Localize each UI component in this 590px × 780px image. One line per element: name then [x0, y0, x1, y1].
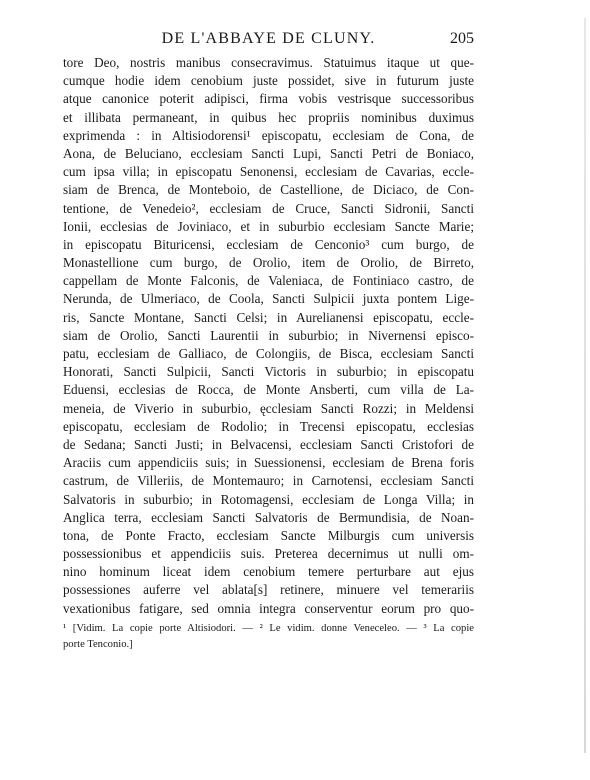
text-line: tore Deo, nostris manibus consecravimus. Statuimus itaque ut que-: [63, 55, 474, 70]
text-line: patu, ecclesiam de Galliaco, de Colongiis, de Bisca, ecclesiam Sancti: [63, 346, 474, 361]
page-header: [63, 30, 474, 52]
text-line: cum ipsa villa; in episcopatu Senonensi, ecclesiam de Cavarias, eccle-: [63, 164, 474, 180]
text-line: siam de Orolio, Sancti Laurentii in suburbio; in Nivernensi episco-: [63, 327, 474, 343]
text-line: ris, Sancte Montane, Sancti Celsi; in Aurelianensi episcopatu, eccle-: [63, 309, 474, 325]
text-line: castrum, de Villeriis, de Montemauro; in Carnotensi, ecclesiam Sancti: [63, 473, 474, 489]
body-text: [63, 54, 474, 618]
text-line: Eduensi, ecclesias de Rocca, de Monte Ansberti, cum villa de La-: [63, 382, 474, 398]
text-line: nino hominum liceat idem cenobium temere perturbare aut ejus: [63, 564, 474, 580]
text-line: possessiones auferre vel ablata[s] retinere, minuere vel temerariis: [63, 582, 474, 598]
footnote-line: ¹ [Vidim. La copie porte Altisiodori. — ² Le vidim. donne Veneceleo. — ³ La copie: [63, 623, 474, 634]
footnote-line: porte Tenconio.]: [63, 638, 133, 650]
text-line: siam de Brenca, de Monteboio, de Castellione, de Diciaco, de Con-: [63, 182, 474, 198]
page-edge-shadow: [584, 18, 586, 753]
text-line: possessionibus et appendiciis suis. Preterea decernimus ut nulli om-: [63, 546, 474, 562]
text-line: tona, de Ponte Fracto, ecclesiam Sancte Milburgis cum universis: [63, 527, 474, 543]
text-line: episcopatu, ecclesiam de Rodolio; in Trecensi episcopatu, ecclesias: [63, 418, 474, 434]
text-line: tentione, de Venedeio², ecclesiam de Cruce, Sancti Sidronii, Sancti: [63, 200, 474, 216]
text-line: Monastellione cum burgo, de Orolio, item de Orolio, de Birreto,: [63, 255, 474, 271]
text-line: cumque hodie idem cenobium juste possidet, sive in futurum juste: [63, 73, 474, 89]
text-line: vexationibus fatigare, sed omnia integra conserventur eorum pro quo-: [63, 600, 474, 616]
page-number: 205: [450, 30, 474, 47]
text-line: meneia, de Viverio in suburbio, ęcclesiam Sancti Rozzi; in Meldensi: [63, 400, 474, 416]
text-line: cappellam de Monte Falconis, de Valeniaca, de Fontiniaco castro, de: [63, 273, 474, 289]
text-line: de Sedana; Sancti Justi; in Belvacensi, ecclesiam Sancti Cristofori de: [63, 436, 474, 452]
text-line: et illibata permaneant, in quibus hec propriis nominibus duximus: [63, 109, 474, 125]
text-line: Aona, de Beluciano, ecclesiam Sancti Lupi, Sancti Petri de Boniaco,: [63, 145, 474, 161]
running-title: DE L'ABBAYE DE CLUNY.: [161, 30, 376, 47]
text-line: Nerunda, de Ulmeriaco, de Coola, Sancti Sulpicii juxta pontem Lige-: [63, 291, 474, 307]
text-line: Anglica terra, ecclesiam Sancti Salvatoris de Bermundisia, de Noan-: [63, 509, 474, 525]
text-line: atque canonice poterit adipisci, firma vobis vestrisque successoribus: [63, 91, 474, 107]
text-line: Araciis cum appendiciis suis; in Suessionensi, ecclesiam de Brena foris: [63, 455, 474, 471]
text-line: in episcopatu Bituricensi, ecclesiam de Cenconio³ cum burgo, de: [63, 236, 474, 252]
text-line: exprimenda : in Altisiodorensi¹ episcopatu, ecclesiam de Cona, de: [63, 127, 474, 143]
footnotes: [63, 621, 474, 652]
text-line: Honorati, Sancti Sulpicii, Sancti Victoris in suburbio; in episcopatu: [63, 364, 474, 380]
text-line: Ionii, ecclesias de Joviniaco, et in suburbio ecclesiam Sancte Marie;: [63, 218, 474, 234]
text-line: Salvatoris in suburbio; in Rotomagensi, ecclesiam de Longa Villa; in: [63, 491, 474, 507]
